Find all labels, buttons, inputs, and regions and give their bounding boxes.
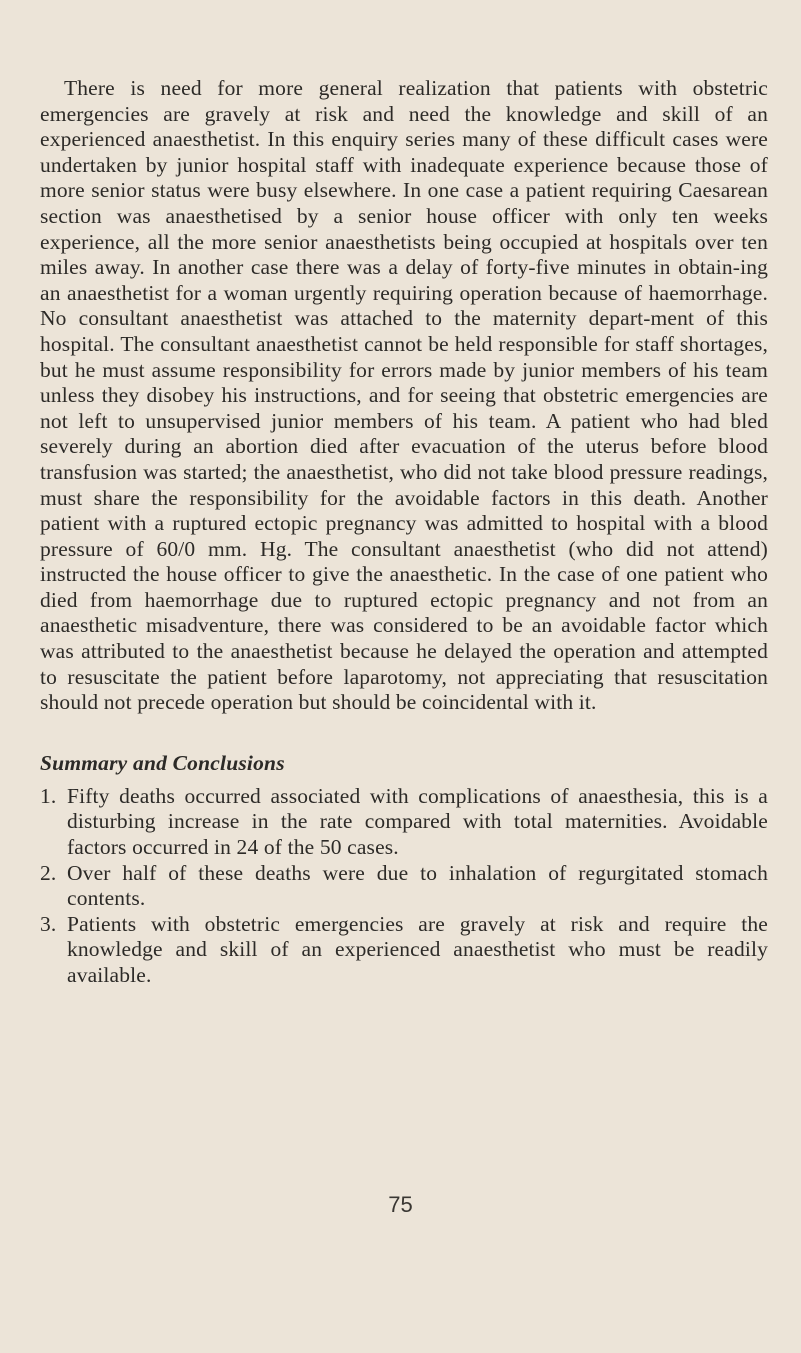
conclusions-list — [40, 784, 768, 989]
conclusion-number: 3. — [40, 911, 57, 936]
document-page — [40, 76, 768, 989]
conclusion-number: 2. — [40, 860, 57, 885]
page-number: 75 — [388, 1192, 413, 1217]
conclusion-number: 1. — [40, 783, 57, 808]
conclusion-text: Fifty deaths occurred associated with complications of anaesthesia, this is a disturbing increase in the rate compared with total maternities. Avoidable factors occurred in 24 of the 50 cases. — [67, 783, 768, 860]
conclusion-item — [40, 912, 768, 989]
body-paragraph: There is need for more general realization that patients with obstetric emergencies are gravely at risk and need the knowledge and skill of an experienced anaesthetist. In this enquiry series many of these difficult cases were undertaken by junior hospital staff with inadequate experience because those of more senior status were busy elsewhere. In one case a patient requiring Caesarean section was anaesthetised by a senior house officer with only ten weeks experience, all the more senior anaesthetists being occupied at hospitals over ten miles away. In another case there was a delay of forty-five minutes in obtain-ing an anaesthetist for a woman urgently requiring operation because of haemorrhage. No consultant anaesthetist was attached to the maternity depart-ment of this hospital. The consultant anaesthetist cannot be held responsible for staff shortages, but he must assume responsibility for errors made by junior members of his team unless they disobey his instructions, and for seeing that obstetric emergencies are not left to unsupervised junior members of his team. A patient who had bled severely during an abortion died after evacuation of the uterus before blood transfusion was started; the anaesthetist, who did not take blood pressure readings, must share the responsibility for the avoidable factors in this death. Another patient with a ruptured ectopic pregnancy was admitted to hospital with a blood pressure of 60/0 mm. Hg. The consultant anaesthetist (who did not attend) instructed the house officer to give the anaesthetic. In the case of one patient who died from haemorrhage due to ruptured ectopic pregnancy and not from an anaesthetic misadventure, there was considered to be an avoidable factor which was attributed to the anaesthetist because he delayed the operation and attempted to resuscitate the patient before laparotomy, not appreciating that resuscitation should not precede operation but should be coincidental with it. — [40, 76, 768, 715]
conclusion-text: Over half of these deaths were due to inhalation of regurgitated stomach contents. — [67, 860, 768, 911]
conclusion-item — [40, 784, 768, 861]
conclusion-item — [40, 861, 768, 912]
section-heading: Summary and Conclusions — [40, 750, 285, 775]
conclusion-text: Patients with obstetric emergencies are gravely at risk and require the knowledge and skill of an experienced anaesthetist who must be readily available. — [67, 911, 768, 987]
